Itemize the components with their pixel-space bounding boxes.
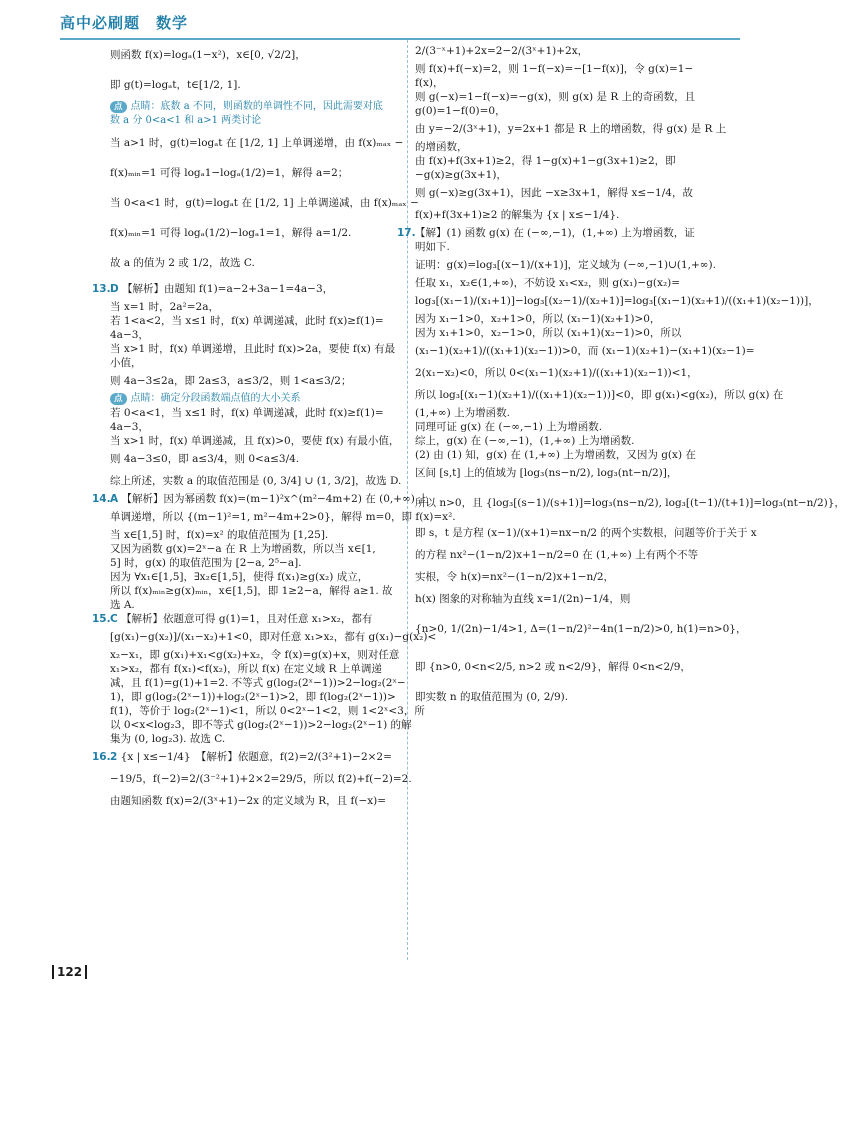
text-line: 的方程 nx²−(1−n/2)x+1−n/2=0 在 (1,+∞) 上有两个不等	[415, 549, 699, 561]
text-line: x₁>x₂，都有 f(x₁)<f(x₂)，所以 f(x) 在定义域 R 上单调递	[110, 663, 382, 675]
text-line: 当 x>1 时，f(x) 单调递减，且 f(x)>0，要使 f(x) 有最小值，	[110, 435, 400, 447]
text-line: 即 s，t 是方程 (x−1)/(x+1)=nx−n/2 的两个实数根，问题等价于关于 x	[415, 527, 757, 539]
question-13	[92, 278, 400, 300]
text-line: [g(x₁)−g(x₂)]/(x₁−x₂)+1<0，即对任意 x₁>x₂，都有 g(x₁)−g(x₂)<	[110, 631, 437, 643]
text-line: 4a−3，	[110, 329, 149, 341]
text-line: −g(x)≥g(3x+1)，	[415, 169, 507, 181]
question-number: 13.	[92, 283, 111, 295]
text-line: 由 y=−2/(3ˣ+1)，y=2x+1 都是 R 上的增函数，得 g(x) 是 R 上	[415, 123, 727, 135]
text-line: 综上，g(x) 在 (−∞,−1)，(1,+∞) 上为增函数.	[415, 435, 635, 447]
text-line: (x₁−1)(x₂+1)/((x₁+1)(x₂−1))>0，而 (x₁−1)(x₂+1)−(x₁+1)(x₂−1)=	[415, 345, 755, 357]
text-line: 综上所述，实数 a 的取值范围是 (0, 3/4] ∪ (1, 3/2]，故选 D.	[110, 475, 402, 487]
text-line: 若 0<a<1，当 x≤1 时，f(x) 单调递减，此时 f(x)≥f(1)=	[110, 407, 384, 419]
text-line: 当 0<a<1 时，g(t)=logₐt 在 [1/2, 1] 上单调递减，由 f(x)ₘₐₓ −	[110, 197, 419, 209]
text-line: 则 4a−3≤0，即 a≤3/4，则 0<a≤3/4.	[110, 453, 300, 465]
text-line: 所以 n>0，且 {log₃[(s−1)/(s+1)]=log₃(ns−n/2), log₃[(t−1)/(t+1)]=log₃(nt−n/2)}，	[415, 497, 845, 509]
text-line: 若 1<a<2，当 x≤1 时，f(x) 单调递减，此时 f(x)≥f(1)=	[110, 315, 384, 327]
text-line: f(x)，	[415, 77, 444, 89]
text-line: 【解析】依题意可得 g(1)=1，且对任意 x₁>x₂，都有	[121, 613, 373, 625]
question-number: 16.	[92, 751, 111, 763]
text-line: 的增函数，	[415, 141, 468, 153]
tip-line	[110, 392, 400, 406]
answer-letter: C	[110, 613, 118, 625]
text-line: 【解】(1) 函数 g(x) 在 (−∞,−1)，(1,+∞) 上为增函数，证	[415, 227, 695, 239]
text-line: 当 x>1 时，f(x) 单调递增，且此时 f(x)>2a，要使 f(x) 有最	[110, 343, 396, 355]
text-line: 又因为函数 g(x)=2ˣ−a 在 R 上为增函数，所以当 x∈[1,	[110, 543, 376, 555]
tip-line: 数 a 分 0<a<1 和 a>1 两类讨论	[110, 115, 262, 126]
text-line: f(1)，等价于 log₂(2ˣ−1)<1，所以 0<2ˣ−1<2，则 1<2ˣ<3，所	[110, 705, 425, 717]
text-line: h(x) 图象的对称轴为直线 x=1/(2n)−1/4，则	[415, 593, 631, 605]
question-number: 14.	[92, 493, 111, 505]
tip-text: 点睛：底数 a 不同，则函数的单调性不同，因此需要对底	[130, 101, 383, 112]
answer-letter: D	[110, 283, 119, 295]
text-line: 证明：g(x)=log₃[(x−1)/(x+1)]，定义域为 (−∞,−1)∪(1,+∞).	[415, 259, 716, 271]
text-line: 则 g(−x)≥g(3x+1)，因此 −x≥3x+1，解得 x≤−1/4，故	[415, 187, 693, 199]
text-line: 小值，	[110, 357, 142, 369]
text-line: 4a−3，	[110, 421, 149, 433]
question-16	[92, 746, 400, 768]
text-line: 故 a 的值为 2 或 1/2，故选 C.	[110, 257, 255, 269]
text-line: 即 g(t)=logₐt，t∈[1/2, 1].	[110, 79, 241, 91]
text-line: f(x)+f(3x+1)≥2 的解集为 {x | x≤−1/4}.	[415, 209, 620, 221]
text-line: log₃[(x₁−1)/(x₁+1)]−log₃[(x₂−1)/(x₂+1)]=log₃[(x₁−1)(x₂+1)/((x₁+1)(x₂−1))]，	[415, 295, 819, 307]
text-line: 因为 x₁−1>0，x₂+1>0，所以 (x₁−1)(x₂+1)>0，	[415, 313, 661, 325]
text-line: 由题知函数 f(x)=2/(3ˣ+1)−2x 的定义域为 R，且 f(−x)=	[110, 795, 387, 807]
text-line: 集为 (0, log₂3). 故选 C.	[110, 733, 226, 745]
text-line: 1)，即 g(log₂(2ˣ−1))+log₂(2ˣ−1)>2，即 f(log₂(2ˣ−1))>	[110, 691, 396, 703]
page-number: 122	[52, 965, 87, 979]
text-line: −19/5，f(−2)=2/(3⁻²+1)+2×2=29/5，所以 f(2)+f(−2)=2.	[110, 773, 412, 785]
text-line: 明如下.	[415, 241, 450, 253]
text-line: 以 0<x<log₂3，即不等式 g(log₂(2ˣ−1))>2−log₂(2ˣ−1) 的解	[110, 719, 412, 731]
text-line: 2(x₁−x₂)<0，所以 0<(x₁−1)(x₂+1)/((x₁+1)(x₂−1))<1，	[415, 367, 698, 379]
text-line: 则 f(x)+f(−x)=2，则 1−f(−x)=−[1−f(x)]，令 g(x)=1−	[415, 63, 694, 75]
question-17	[397, 226, 715, 240]
text-line: g(0)=1−f(0)=0，	[415, 105, 506, 117]
text-line: 即 {n>0, 0<n<2/5, n>2 或 n<2/9}，解得 0<n<2/9，	[415, 661, 691, 673]
header-title: 高中必刷题 数学	[60, 14, 189, 32]
question-number: 17.	[397, 227, 416, 239]
text-line: 所以 log₃[(x₁−1)(x₂+1)/((x₁+1)(x₂−1))]<0，即 g(x₁)<g(x₂)，所以 g(x) 在	[415, 389, 784, 401]
tip-badge: 点	[110, 393, 127, 405]
text-line: 选 A.	[110, 599, 135, 611]
text-line: 则 4a−3≤2a，即 2a≤3，a≤3/2，则 1<a≤3/2；	[110, 375, 352, 387]
text-line: 【解析】由题知 f(1)=a−2+3a−1=4a−3，	[122, 283, 334, 295]
text-line: (2) 由 (1) 知，g(x) 在 (1,+∞) 上为增函数，又因为 g(x) 在	[415, 449, 696, 461]
text-line: x₂−x₁，即 g(x₁)+x₁<g(x₂)+x₂，令 f(x)=g(x)+x，则对任意	[110, 649, 400, 661]
right-column	[397, 40, 845, 708]
tip-badge: 点	[110, 101, 127, 113]
text-line: 当 a>1 时，g(t)=logₐt 在 [1/2, 1] 上单调递增，由 f(x)ₘₐₓ −	[110, 137, 404, 149]
answer-value: 2	[110, 751, 118, 763]
text-line: 区间 [s,t] 上的值域为 [log₃(ns−n/2), log₃(nt−n/2)]，	[415, 467, 678, 479]
text-line: 2/(3⁻ˣ+1)+2x=2−2/(3ˣ+1)+2x，	[415, 45, 589, 57]
text-line: f(x)ₘᵢₙ=1 可得 logₐ(1/2)−logₐ1=1，解得 a=1/2.	[110, 227, 352, 239]
text-line: 任取 x₁，x₂∈(1,+∞)，不妨设 x₁<x₂，则 g(x₁)−g(x₂)=	[415, 277, 681, 289]
question-number: 15.	[92, 613, 111, 625]
text-line: (1,+∞) 上为增函数.	[415, 407, 510, 419]
tip-text: 点睛：确定分段函数端点值的大小关系	[130, 393, 301, 404]
text-line: 则 g(−x)=1−f(−x)=−g(x)，则 g(x) 是 R 上的奇函数，且	[415, 91, 696, 103]
question-14	[92, 492, 429, 506]
text-line: 因为 ∀x₁∈[1,5]，∃x₂∈[1,5]，使得 f(x₁)≥g(x₂) 成立，	[110, 571, 369, 583]
text-line: 当 x=1 时，2a²=2a，	[110, 301, 219, 313]
page-header	[60, 10, 740, 40]
text-line: {n>0, 1/(2n)−1/4>1, Δ=(1−n/2)²−4n(1−n/2)>0, h(1)=n>0}，	[415, 623, 747, 635]
text-line: {x | x≤−1/4} 【解析】依题意，f(2)=2/(3²+1)−2×2=	[120, 751, 392, 763]
text-line: 即实数 n 的取值范围为 (0, 2/9).	[415, 691, 569, 703]
text-line: 当 x∈[1,5] 时，f(x)=x² 的取值范围为 [1,25].	[110, 529, 329, 541]
text-line: 实根，令 h(x)=nx²−(1−n/2)x+1−n/2，	[415, 571, 615, 583]
text-line: 同理可证 g(x) 在 (−∞,−1) 上为增函数.	[415, 421, 603, 433]
tip-line	[110, 100, 400, 114]
text-line: 则函数 f(x)=logₐ(1−x²)，x∈[0, √2/2]，	[110, 49, 306, 61]
text-line: 因为 x₁+1>0，x₂−1>0，所以 (x₁+1)(x₂−1)>0，所以	[415, 327, 682, 339]
question-15	[92, 612, 400, 626]
text-line: 由 f(x)+f(3x+1)≥2，得 1−g(x)+1−g(3x+1)≥2，即	[415, 155, 676, 167]
answer-letter: A	[110, 493, 119, 505]
text-line: 单调递增，所以 {(m−1)²=1, m²−4m+2>0}，解得 m=0，即 f(x)=x².	[110, 511, 456, 523]
text-line: 减，且 f(1)=g(1)+1=2. 不等式 g(log₂(2ˣ−1))>2−log₂(2ˣ−	[110, 677, 406, 689]
text-line: f(x)ₘᵢₙ=1 可得 logₐ1−logₐ(1/2)=1，解得 a=2；	[110, 167, 349, 179]
text-line: 【解析】因为幂函数 f(x)=(m−1)²x^(m²−4m+2) 在 (0,+∞) 上	[121, 493, 429, 505]
text-line: 5] 时，g(x) 的取值范围为 [2−a, 2⁵−a].	[110, 557, 302, 569]
text-line: 所以 f(x)ₘᵢₙ≥g(x)ₘᵢₙ，x∈[1,5]，即 1≥2−a，解得 a≥1. 故	[110, 585, 393, 597]
